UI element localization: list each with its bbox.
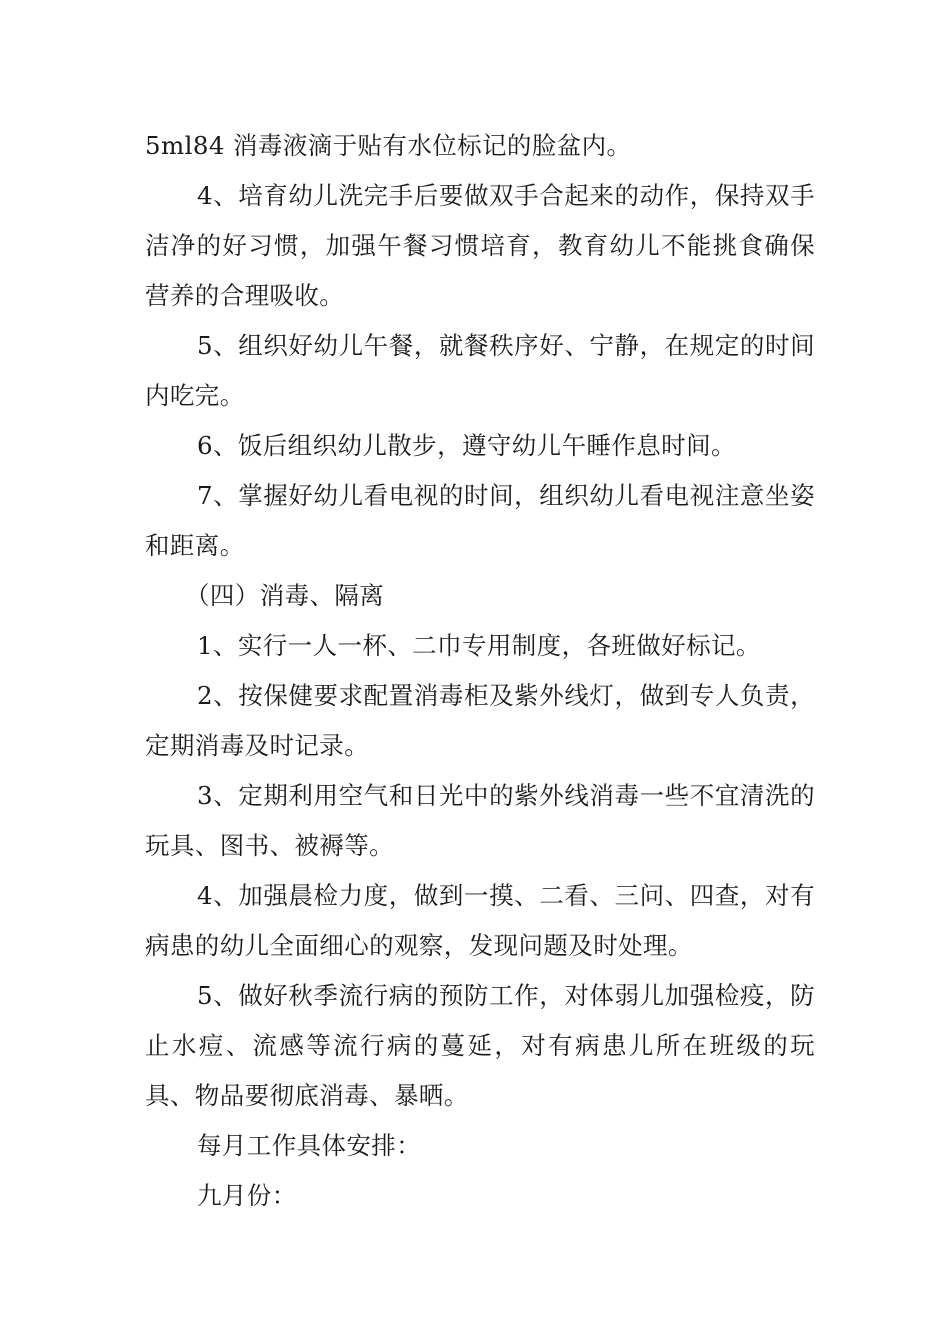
section-heading-disinfection: （四）消毒、隔离 [185,581,385,610]
paragraph-continuation: 5ml84 消毒液滴于贴有水位标记的脸盆内。 [145,131,632,160]
paragraph-monthly-plan: 每月工作具体安排： [197,1131,422,1160]
document-page [145,121,815,1221]
paragraph-september: 九月份： [197,1181,297,1210]
paragraph-item-1-cups: 1、实行一人一杯、二巾专用制度，各班做好标记。 [197,631,761,660]
paragraph-item-4-morning-check: 4、加强晨检力度，做到一摸、二看、三问、四查，对有病患的幼儿全面细心的观察，发现问题及时处理。 [145,881,815,960]
paragraph-item-3-sunlight: 3、定期利用空气和日光中的紫外线消毒一些不宜清洗的玩具、图书、被褥等。 [145,781,815,860]
paragraph-item-2-uv-lamp: 2、按保健要求配置消毒柜及紫外线灯，做到专人负责，定期消毒及时记录。 [145,681,815,760]
paragraph-item-6-walk: 6、饭后组织幼儿散步，遵守幼儿午睡作息时间。 [197,431,736,460]
paragraph-item-4-hand-washing: 4、培育幼儿洗完手后要做双手合起来的动作，保持双手洁净的好习惯，加强午餐习惯培育，教育幼儿不能挑食确保营养的合理吸收。 [145,181,815,310]
paragraph-item-5-lunch: 5、组织好幼儿午餐，就餐秩序好、宁静，在规定的时间内吃完。 [145,331,815,410]
paragraph-item-5-epidemic: 5、做好秋季流行病的预防工作，对体弱儿加强检疫，防止水痘、流感等流行病的蔓延，对有病患儿所在班级的玩具、物品要彻底消毒、暴晒。 [145,981,815,1110]
paragraph-item-7-television: 7、掌握好幼儿看电视的时间，组织幼儿看电视注意坐姿和距离。 [145,481,815,560]
